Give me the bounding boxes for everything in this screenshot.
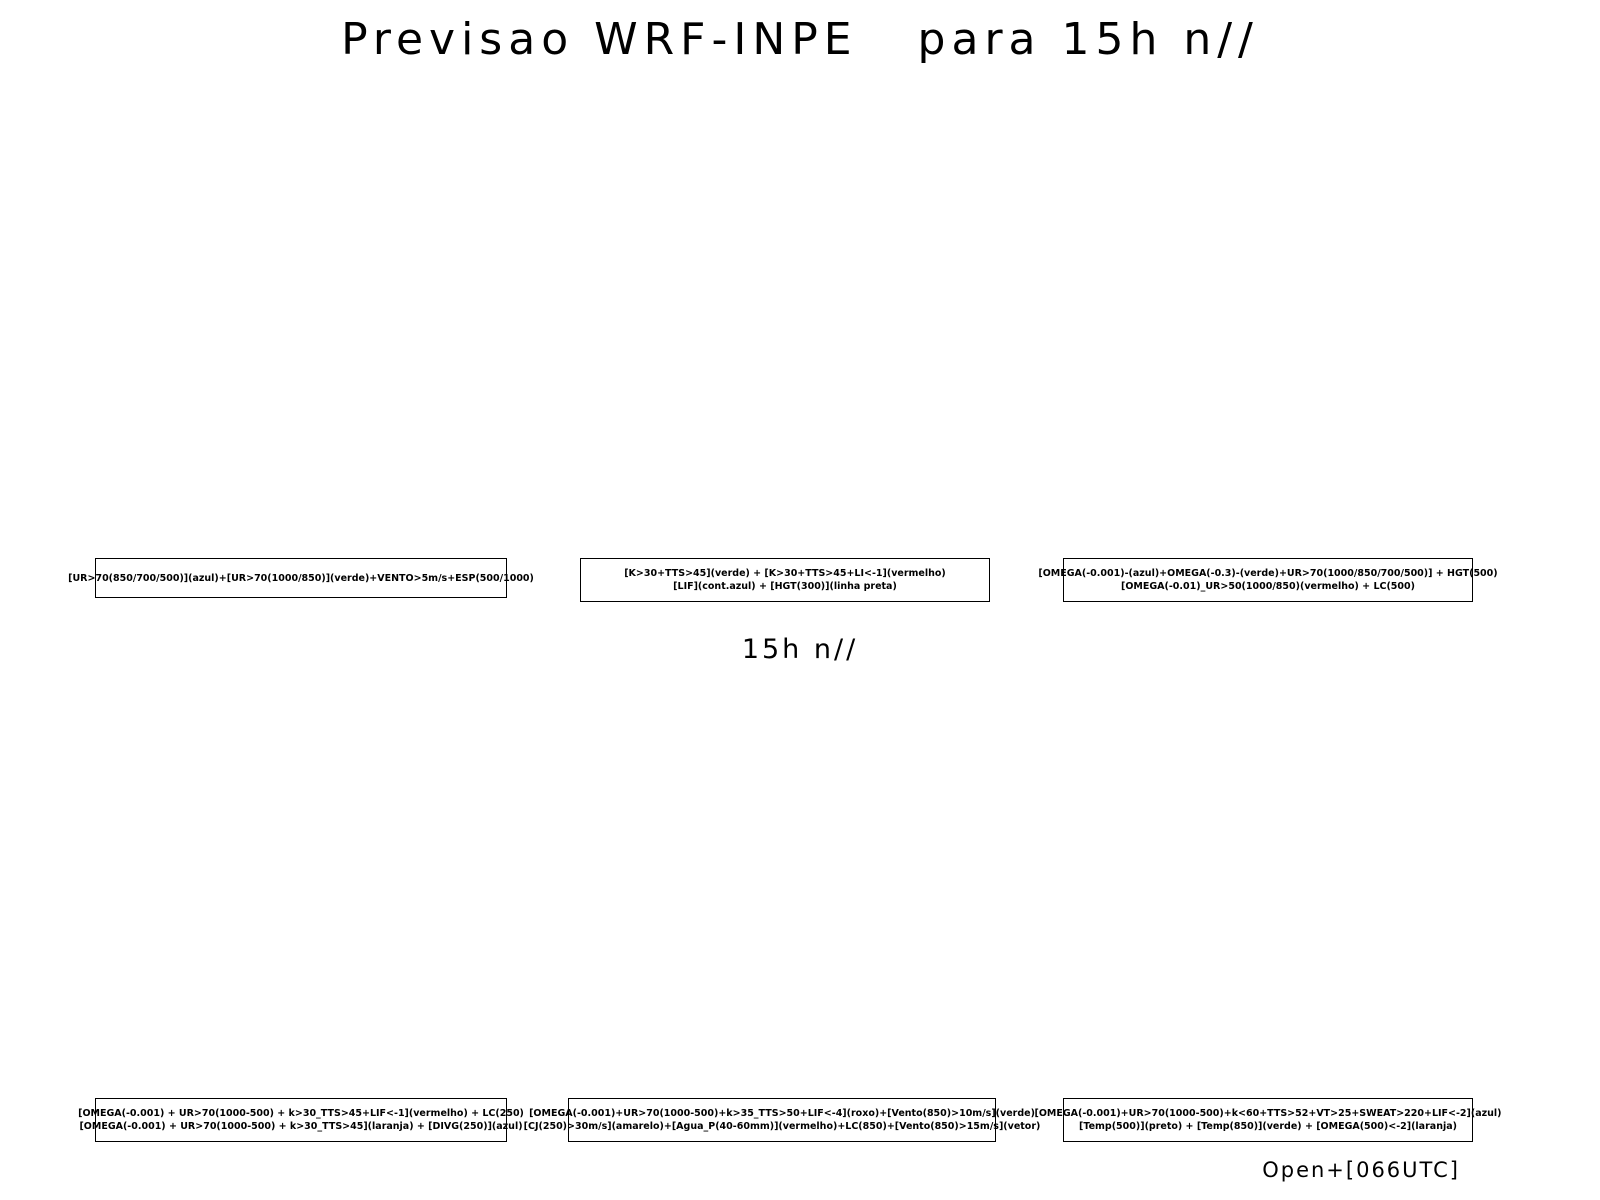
page-title: Previsao WRF-INPE para 15h n// (341, 14, 1259, 65)
legend-line: [OMEGA(-0.001) + UR>70(1000-500) + k>30_TTS>45](laranja) + [DIVG(250)](azul) (79, 1121, 523, 1132)
legend-line: [Temp(500)](preto) + [Temp(850)](verde) + [OMEGA(500)<-2](laranja) (1079, 1121, 1457, 1132)
legend-line: [OMEGA(-0.001)-(azul)+OMEGA(-0.3)-(verde)+UR>70(1000/850/700/500)] + HGT(500) (1038, 568, 1498, 579)
legend-line: [CJ(250)>30m/s](amarelo)+[Agua_P(40-60mm)](vermelho)+LC(850)+[Vento(850)>15m/s](vetor) (523, 1121, 1041, 1132)
legend-box-panel-3 (1038, 558, 1498, 602)
legend-box-panel-2 (580, 558, 990, 602)
legend-box-panel-6 (1034, 1098, 1502, 1142)
footer-label: Open+[066UTC] (1262, 1158, 1460, 1182)
legend-line: [OMEGA(-0.01)_UR>50(1000/850)(vermelho) + LC(500) (1121, 581, 1415, 592)
chart-panel-6 (1063, 660, 1473, 1090)
chart-panel-1 (95, 110, 507, 550)
legend-box-panel-4 (78, 1098, 524, 1142)
chart-panel-3 (1063, 110, 1473, 550)
sub-title: 15h n// (741, 634, 859, 665)
legend-line: [UR>70(850/700/500)](azul)+[UR>70(1000/850)](verde)+VENTO>5m/s+ESP(500/1000) (68, 572, 534, 584)
legend-line: [OMEGA(-0.001)+UR>70(1000-500)+k>35_TTS>50+LIF<-4](roxo)+[Vento(850)>10m/s](verde) (529, 1108, 1035, 1119)
legend-box-panel-5 (523, 1098, 1041, 1142)
legend-box-panel-1 (68, 558, 534, 598)
chart-panel-5 (568, 660, 996, 1090)
chart-panel-4 (95, 660, 507, 1090)
legend-line: [K>30+TTS>45](verde) + [K>30+TTS>45+LI<-1](vermelho) (624, 568, 946, 579)
chart-panel-2 (580, 110, 990, 550)
legend-line: [LIF](cont.azul) + [HGT(300)](linha preta) (673, 581, 897, 592)
legend-line: [OMEGA(-0.001) + UR>70(1000-500) + k>30_TTS>45+LIF<-1](vermelho) + LC(250) (78, 1108, 524, 1119)
legend-line: [OMEGA(-0.001)+UR>70(1000-500)+k<60+TTS>52+VT>25+SWEAT>220+LIF<-2](azul) (1034, 1108, 1502, 1119)
